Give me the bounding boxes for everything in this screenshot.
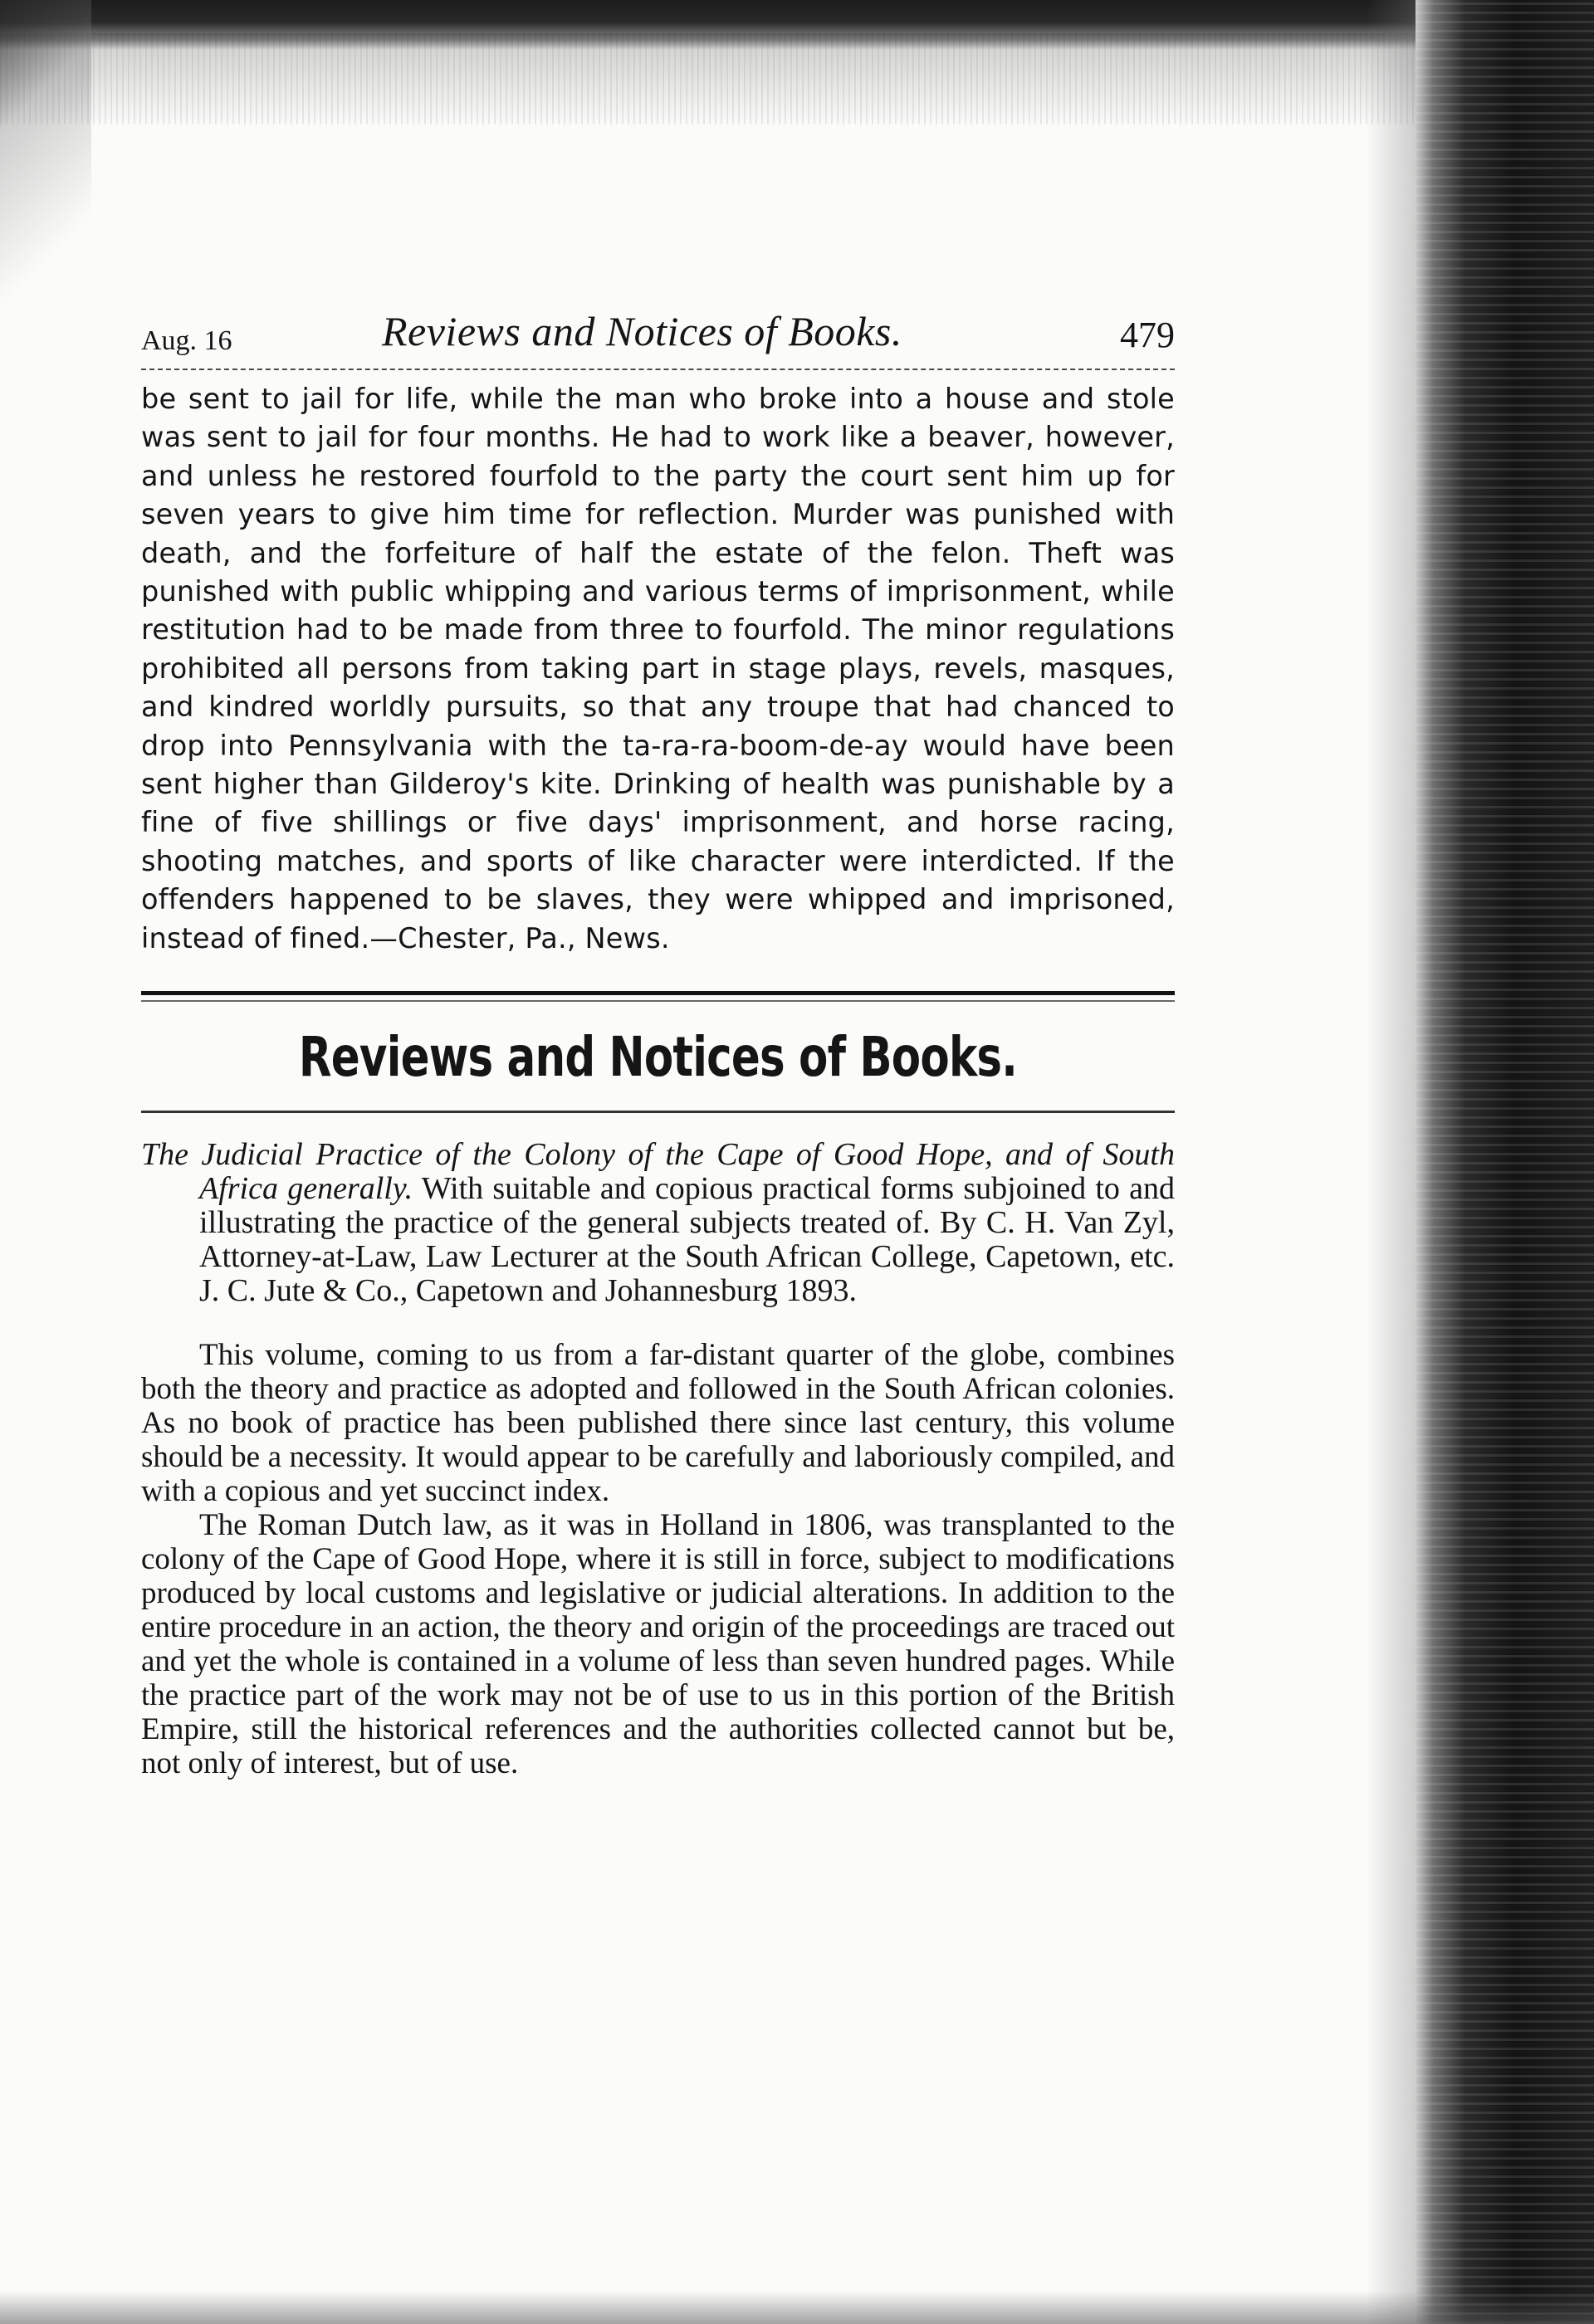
binding-edge [1416,0,1594,2324]
section-title-rule [141,1111,1175,1113]
section-rule-thick [141,991,1175,995]
book-title: The Judicial Practice of the Colony of the Cape of Good Hope, and of South Africa generally. [141,1137,1175,1207]
continued-paragraph: be sent to jail for life, while the man who broke into a house and stole was sent to jail for four months. He had to work like a beaver, however, and unless he restored fourfold to the party the court sent him up for seven years to give him time for reflection. Murder was punished with death, and the forfeiture of half the estate of the felon. Theft was punished with public whipping and various terms of imprisonment, while restitution had to be made from three to fourfold. The minor regulations prohibited all persons from taking part in stage plays, revels, masques, and kindred worldly pursuits, so that any troupe that had chanced to drop into Pennsylvania with the ta-ra-ra-boom-de-ay would have been sent higher than Gilderoy's kite. Drinking of health was punishable by a fine of five shillings or five days' imprisonment, and horse racing, shooting matches, and sports of like character were interdicted. If the offenders happened to be slaves, they were whipped and imprisoned, instead of fined.—Chester, Pa., News. [141,383,1175,954]
review-paragraph-1: This volume, coming to us from a far-distant quarter of the globe, combines both the theory and practice as adopted and followed in the South African colonies. As no book of practice has been published there since last century, this volume should be a necessity. It would appear to be carefully and laboriously compiled, and with a copious and yet succinct index. [141,1338,1175,1509]
scan-top-noise [0,33,1594,124]
section-rule-thin [141,1000,1175,1002]
scan-left-noise [0,0,91,349]
review-body [141,1338,1175,1780]
header-title: Reviews and Notices of Books. [382,308,902,354]
section-title: Reviews and Notices of Books. [298,1025,1018,1090]
scan-bottom-edge [0,2291,1594,2324]
header-rule [141,369,1175,370]
page-number: 479 [1120,315,1175,355]
book-entry [141,1138,1175,1308]
continued-article [141,380,1175,958]
book-details: With suitable and copious practical forms subjoined to and illustrating the practice of the general subjects treated of. By C. H. Van Zyl, Attorney-at-Law, Law Lecturer at the South African College, Capetown, etc. J. C. Jute & Co., Capetown and Johannesburg 1893. [199,1171,1175,1309]
binding-shadow [1366,0,1416,2324]
review-paragraph-2: The Roman Dutch law, as it was in Holland in 1806, was transplanted to the colony of the Cape of Good Hope, where it is still in force, subject to modifications produced by local customs and legislative or judicial alterations. In addition to the entire procedure in an action, the theory and origin of the proceedings are traced out and yet the whole is contained in a volume of less than seven hundred pages. While the practice part of the work may not be of use to us in this portion of the British Empire, still the historical references and the authorities collected cannot but be, not only of interest, but of use. [141,1508,1175,1781]
header-date: Aug. 16 [141,325,232,356]
running-head [141,307,1175,365]
page-content [141,307,1175,1780]
